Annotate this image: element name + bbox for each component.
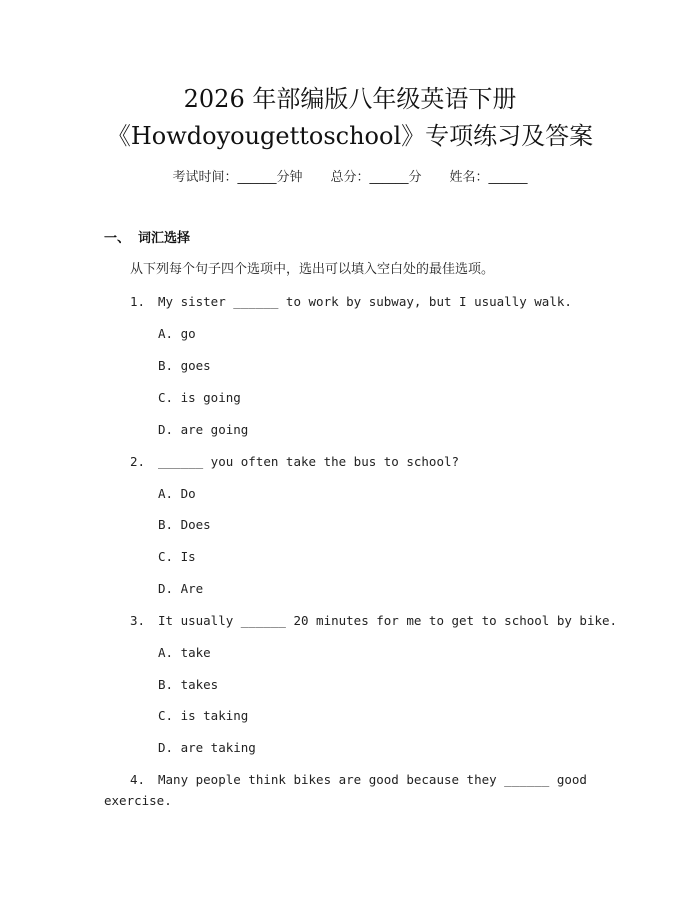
question-1-text: My sister ______ to work by subway, but I usually walk. <box>158 294 572 309</box>
question-4-text-line-1: Many people think bikes are good because they ______ good <box>158 772 587 787</box>
question-3-option-b: B. takes <box>158 677 219 692</box>
section-heading <box>104 229 190 249</box>
student-name-label: 姓名：______ <box>449 170 528 185</box>
question-1-number: 1. <box>130 294 146 309</box>
question-4-text-line-2: exercise. <box>104 793 172 808</box>
question-1-option-a: A. go <box>158 326 196 341</box>
question-2-option-c: C. Is <box>158 549 196 564</box>
question-3-option-a: A. take <box>158 645 211 660</box>
section-title: 词汇选择 <box>138 231 191 246</box>
document-title-line-1: 2026 年部编版八年级英语下册 <box>183 85 517 113</box>
question-3-number: 3. <box>130 613 146 628</box>
question-1-option-b: B. goes <box>158 358 211 373</box>
question-2-option-a: A. Do <box>158 486 196 501</box>
exam-meta <box>0 168 700 188</box>
question-2-option-b: B. Does <box>158 517 211 532</box>
document-title-line-2: 《Howdoyougettoschool》专项练习及答案 <box>106 122 594 150</box>
question-3-option-c: C. is taking <box>158 708 249 723</box>
section-number: 一、 <box>104 231 131 246</box>
question-1-option-d: D. are going <box>158 422 249 437</box>
question-4-number: 4. <box>130 772 146 787</box>
question-2-number: 2. <box>130 454 146 469</box>
exam-time-label: 考试时间：______分钟 <box>172 170 303 185</box>
question-3-option-d: D. are taking <box>158 740 256 755</box>
question-2-text: ______ you often take the bus to school? <box>158 454 460 469</box>
question-3-text: It usually ______ 20 minutes for me to get to school by bike. <box>158 613 618 628</box>
section-instruction: 从下列每个句子四个选项中，选出可以填入空白处的最佳选项。 <box>130 262 495 277</box>
exam-score-label: 总分：______分 <box>330 170 422 185</box>
question-1-option-c: C. is going <box>158 390 241 405</box>
question-2-option-d: D. Are <box>158 581 204 596</box>
